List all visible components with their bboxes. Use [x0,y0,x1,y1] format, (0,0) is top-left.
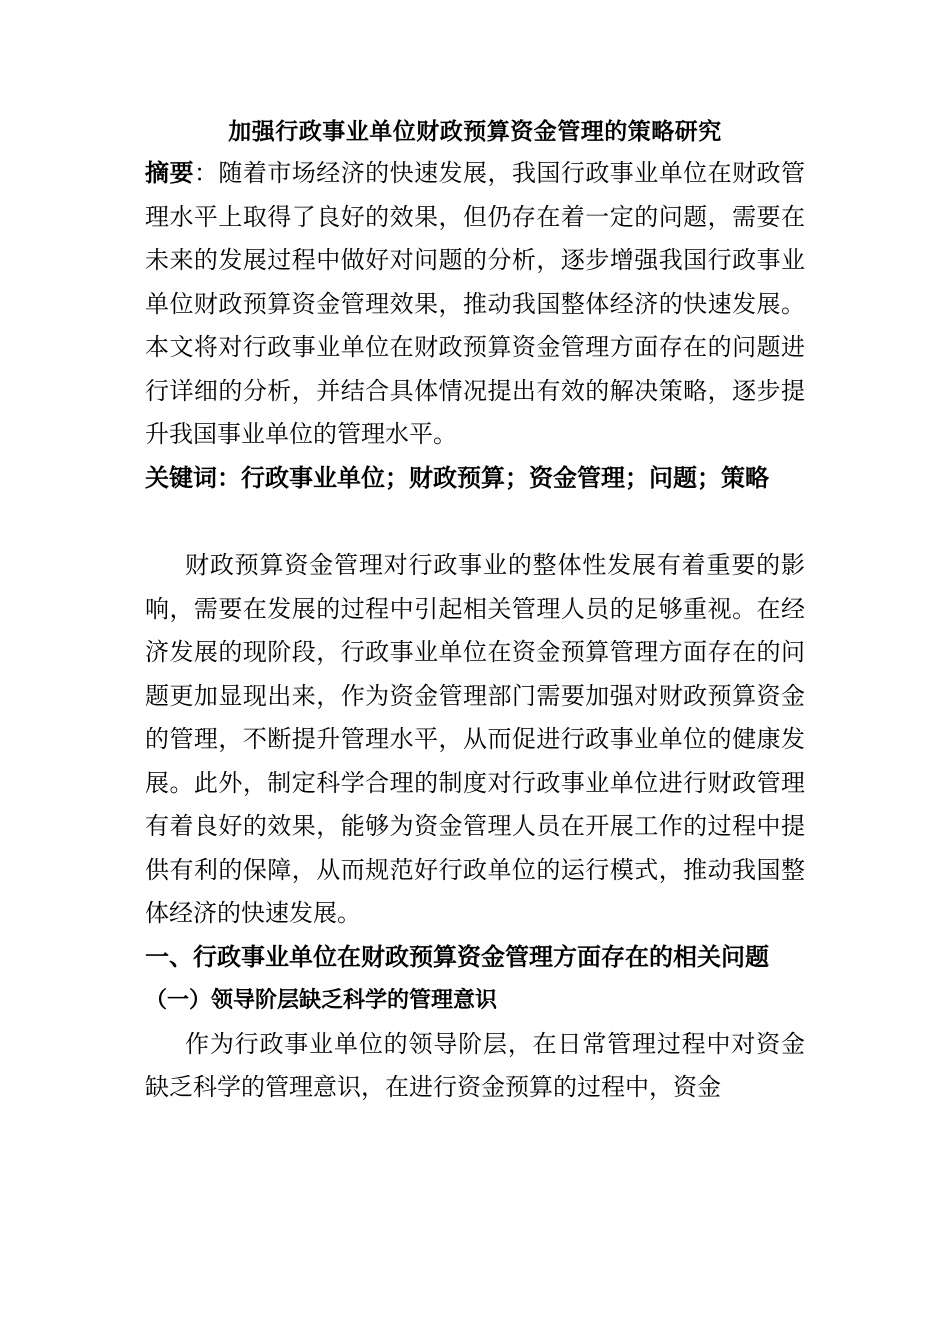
keywords-line: 关键词：行政事业单位；财政预算；资金管理；问题；策略 [145,463,769,492]
abstract-paragraph [145,152,805,457]
intro-paragraph: 财政预算资金管理对行政事业的整体性发展有着重要的影响，需要在发展的过程中引起相关管理人员的足够重视。在经济发展的现阶段，行政事业单位在资金预算管理方面存在的问题更加显现出来，作为资金管理部门需要加强对财政预算资金的管理，不断提升管理水平，从而促进行政事业单位的健康发展。此外，制定科学合理的制度对行政事业单位进行财政管理有着良好的效果，能够为资金管理人员在开展工作的过程中提供有利的保障，从而规范好行政单位的运行模式，推动我国整体经济的快速发展。 [145,551,805,927]
section-heading: 一、行政事业单位在财政预算资金管理方面存在的相关问题 [145,942,769,971]
document-body [145,112,805,1110]
subsection-paragraph: 作为行政事业单位的领导阶层，在日常管理过程中对资金缺乏科学的管理意识，在进行资金预算的过程中，资金 [145,1029,805,1101]
abstract-colon: ： [193,159,219,187]
subsection-heading: （一）领导阶层缺乏科学的管理意识 [145,987,498,1013]
abstract-label: 摘要 [145,159,194,187]
document-title: 加强行政事业单位财政预算资金管理的策略研究 [228,119,722,145]
abstract-text: 随着市场经济的快速发展，我国行政事业单位在财政管理水平上取得了良好的效果，但仍存在着一定的问题，需要在未来的发展过程中做好对问题的分析，逐步增强我国行政事业单位财政预算资金管理效果，推动我国整体经济的快速发展。本文将对行政事业单位在财政预算资金管理方面存在的问题进行详细的分析，并结合具体情况提出有效的解决策略，逐步提升我国事业单位的管理水平。 [145,159,806,448]
blank-line [145,500,805,544]
